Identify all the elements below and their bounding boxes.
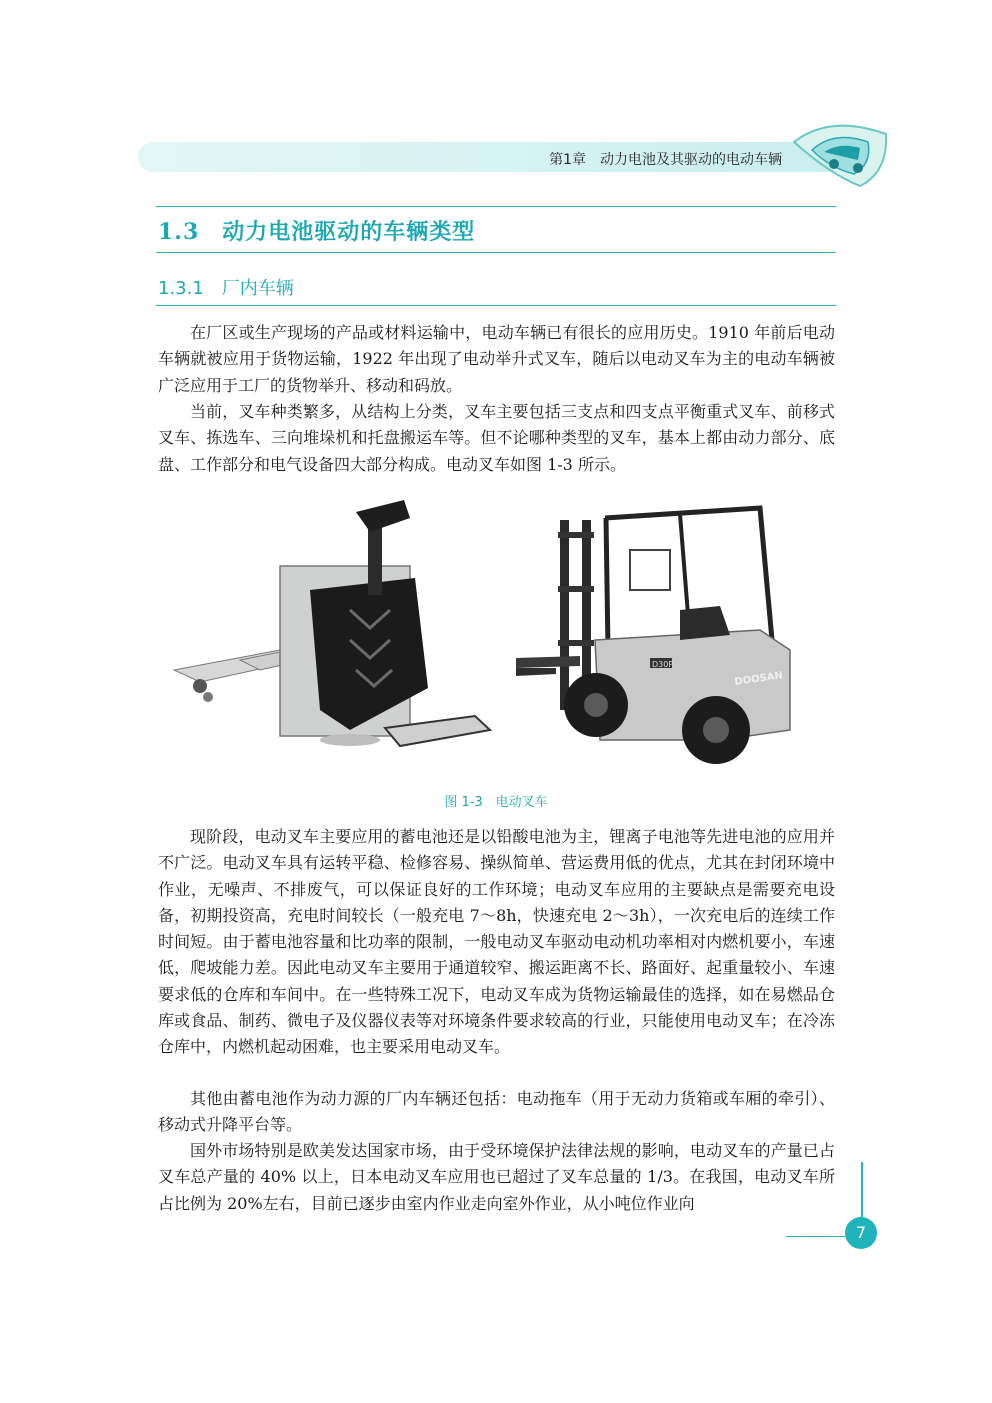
paragraph: 国外市场特别是欧美发达国家市场，由于受环境保护法律法规的影响，电动叉车的产量已占叉车总产量的 40% 以上，日本电动叉车应用也已超过了叉车总量的 1/3。在我国，电动叉车所占比例为 20%左右，目前已逐步由室内作业走向室外作业，从小吨位作业向 [158, 1141, 835, 1213]
section-top-rule [156, 206, 836, 207]
paragraph: 其他由蓄电池作为动力源的厂内车辆还包括：电动拖车（用于无动力货箱或车厢的牵引）、移动式升降平台等。 [158, 1089, 835, 1135]
subsection-number: 1.3.1 [158, 278, 204, 299]
section-title: 动力电池驱动的车辆类型 [222, 219, 476, 245]
paragraph: 现阶段，电动叉车主要应用的蓄电池还是以铅酸电池为主，锂离子电池等先进电池的应用并不广泛。电动叉车具有运转平稳、检修容易、操纵简单、营运费用低的优点，尤其在封闭环境中作业，无噪声、不排废气，可以保证良好的工作环境；电动叉车应用的主要缺点是需要充电设备，初期投资高，充电时间较长（一般充电 7～8h，快速充电 2～3h），一次充电后的连续工作时间短。由于蓄电池容量和比功率的限制，一般电动叉车驱动电动机功率相对内燃机要小，车速低，爬坡能力差。因此电动叉车主要用于通道较窄、搬运距离不长、路面好、起重量较小、车速要求低的仓库和车间中。在一些特殊工况下，电动叉车成为货物运输最佳的选择，如在易燃品仓库或食品、制药、微电子及仪器仪表等对环境条件要求较高的行业，只能使用电动叉车；在冷冻仓库中，内燃机起动困难，也主要采用电动叉车。 [158, 827, 835, 1057]
section-bottom-rule [156, 252, 836, 253]
subsection-heading [158, 274, 294, 300]
figure-caption: 图 1-3 电动叉车 [444, 795, 548, 810]
model-label: D30P [652, 660, 674, 669]
pallet-truck-illustration [174, 500, 490, 746]
subsection-title: 厂内车辆 [221, 278, 294, 299]
paragraph: 当前，叉车种类繁多，从结构上分类，叉车主要包括三支点和四支点平衡重式叉车、前移式叉车、拣选车、三向堆垛机和托盘搬运车等。但不论哪种类型的叉车，基本上都由动力部分、底盘、工作部分和电气设备四大部分构成。电动叉车如图 1-3 所示。 [158, 402, 835, 474]
section-heading [158, 215, 475, 246]
page-number: 7 [845, 1217, 877, 1249]
running-header [549, 149, 782, 169]
chapter-label: 第1章 [549, 152, 586, 168]
figure-electric-forklifts [160, 490, 840, 790]
subsection-rule [156, 305, 836, 306]
counterbalance-forklift-illustration [516, 508, 790, 764]
paragraph: 在厂区或生产现场的产品或材料运输中，电动车辆已有很长的应用历史。1910 年前后电动车辆就被应用于货物运输，1922 年出现了电动举升式叉车，随后以电动叉车为主的电动车辆被广泛应用于工厂的货物举升、移动和码放。 [158, 323, 835, 395]
brand-label: DOOSAN [733, 670, 784, 688]
chapter-title: 动力电池及其驱动的电动车辆 [600, 152, 782, 168]
page-number-rule-vertical [861, 1162, 863, 1217]
car-emblem-icon [790, 112, 890, 192]
section-number: 1.3 [158, 219, 200, 245]
page-number-rule-horizontal [786, 1236, 846, 1237]
